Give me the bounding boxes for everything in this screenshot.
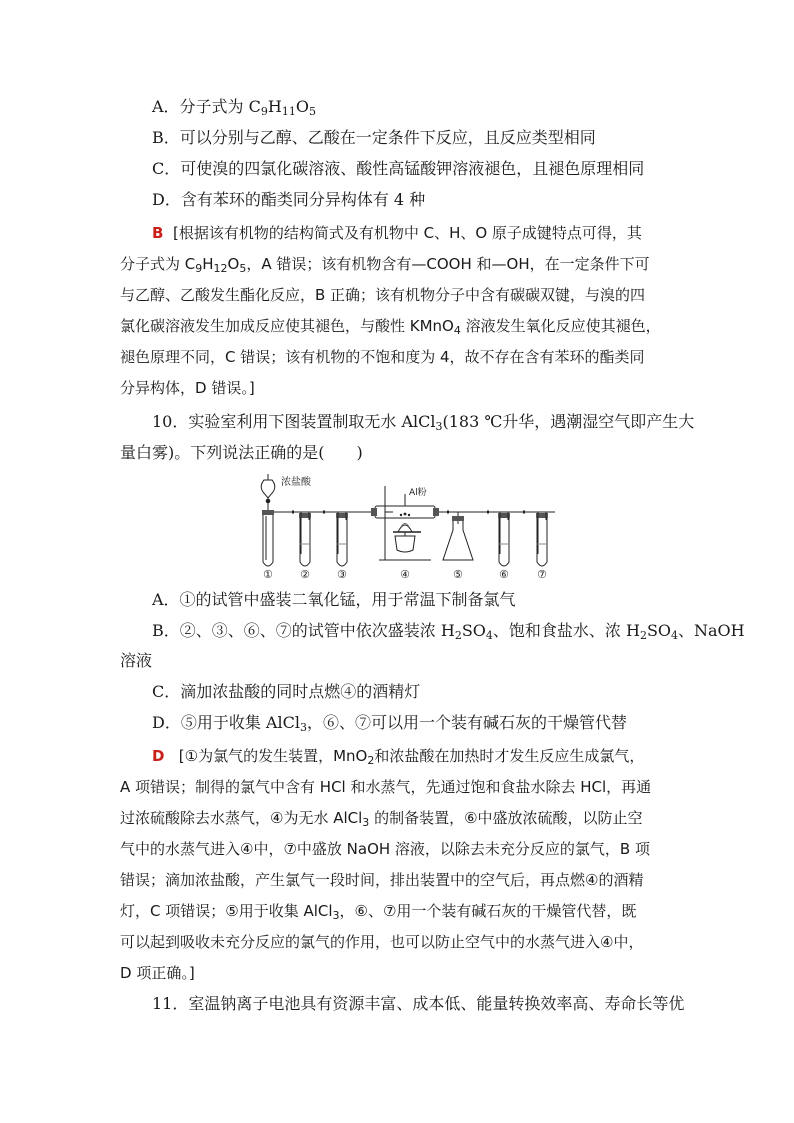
separatory-funnel [261, 474, 275, 514]
alcohol-lamp [395, 524, 415, 553]
label-5: ⑤ [453, 568, 463, 581]
q10-answer: D [152, 747, 165, 765]
q9-answer: B [152, 224, 164, 242]
q10-explanation-line-7: 可以起到吸收未充分反应的氯气的作用，也可以防止空气中的水蒸气进入④中， [120, 933, 644, 951]
test-tube-6 [487, 512, 510, 566]
label-1: ① [263, 568, 273, 581]
q10-option-a: A．①的试管中盛装二氧化锰，用于常温下制备氯气 [152, 590, 516, 609]
q10-explanation-line-4: 气中的水蒸气进入④中，⑦中盛放 NaOH 溶液，以除去未充分反应的氯气，B 项 [120, 840, 650, 858]
q9-option-c: C．可使溴的四氯化碳溶液、酸性高锰酸钾溶液褪色，且褪色原理相同 [152, 159, 645, 178]
apparatus-figure [255, 472, 567, 582]
q9-explanation-line-3: 与乙醇、乙酸发生酯化反应，B 正确；该有机物分子中含有碳碳双键，与溴的四 [120, 286, 646, 304]
q9-option-d: D．含有苯环的酯类同分异构体有 4 种 [152, 190, 426, 209]
q10-explanation-line-1: D [①为氯气的发生装置，MnO$_2$和浓盐酸在加热时才发生反应生成氯气， [152, 747, 645, 767]
q9-explanation-line-2: 分子式为 $C_9H_{12}O_5$，A 错误；该有机物含有—COOH 和—OH，在一定条件下可 [120, 255, 650, 275]
label-6: ⑥ [499, 568, 509, 581]
q10-explanation-line-3: 过浓硫酸除去水蒸气，④为无水 AlCl$_3$ 的制备装置，⑥中盛放浓硫酸，以防止空 [120, 809, 643, 829]
q10-option-c: C．滴加浓盐酸的同时点燃④的酒精灯 [152, 682, 421, 701]
q10-option-d: D．⑤用于收集 AlCl$_3$，⑥、⑦可以用一个装有碱石灰的干燥管代替 [152, 713, 627, 734]
q9-explanation-line-4: 氯化碳溶液发生加成反应使其褪色，与酸性 KMnO$_4$ 溶液发生氧化反应使其褪色， [120, 317, 661, 337]
test-tube-7 [523, 512, 548, 566]
label-2: ② [300, 568, 310, 581]
label-3: ③ [337, 568, 347, 581]
q10-explanation-line-5: 错误；滴加浓盐酸，产生氯气一段时间，排出装置中的空气后，再点燃④的酒精 [120, 871, 644, 889]
label-4: ④ [400, 568, 410, 581]
conical-flask-5 [443, 512, 473, 560]
q10-option-b: B．②、③、⑥、⑦的试管中依次盛装浓 $H_2SO_4$、饱和食盐水、浓 $H_2SO_4$、NaOH [152, 621, 745, 642]
q10-option-b-line-2: 溶液 [120, 651, 153, 670]
q10-stem-line-1: 10．实验室利用下图装置制取无水 AlCl$_3$(183 ℃升华，遇潮湿空气即产生大 [152, 412, 695, 433]
q9-explanation-line-6: 分异构体，D 错误。] [120, 379, 255, 397]
q10-explanation-line-8: D 项正确。] [120, 964, 195, 982]
apparatus-diagram [255, 472, 567, 582]
q11-stem-line-1: 11．室温钠离子电池具有资源丰富、成本低、能量转换效率高、寿命长等优 [152, 994, 685, 1013]
q10-explanation-line-6: 灯，C 项错误；⑤用于收集 AlCl$_3$，⑥、⑦用一个装有碱石灰的干燥管代替，既 [120, 902, 637, 922]
label-concentrated-hcl: 浓盐酸 [281, 477, 311, 488]
test-tube-1 [262, 510, 274, 566]
label-al-powder: Al粉 [409, 488, 427, 498]
reaction-tube-4 [371, 494, 439, 518]
test-tube-3 [323, 512, 348, 566]
q9-explanation-line-5: 褪色原理不同，C 错误；该有机物的不饱和度为 4，故不存在含有苯环的酯类同 [120, 348, 645, 366]
q10-stem-line-2: 量白雾)。下列说法正确的是( ) [120, 443, 363, 462]
label-7: ⑦ [537, 568, 547, 581]
q9-option-a: A．分子式为 $C_9H_{11}O_5$ [152, 97, 316, 118]
q9-explanation-line-1: B [根据该有机物的结构简式及有机物中 C、H、O 原子成键特点可得，其 [152, 224, 642, 242]
q9-option-b: B．可以分别与乙醇、乙酸在一定条件下反应，且反应类型相同 [152, 128, 596, 147]
q10-explanation-line-2: A 项错误；制得的氯气中含有 HCl 和水蒸气，先通过饱和食盐水除去 HCl，再通 [120, 778, 652, 796]
test-tube-2 [292, 512, 311, 566]
